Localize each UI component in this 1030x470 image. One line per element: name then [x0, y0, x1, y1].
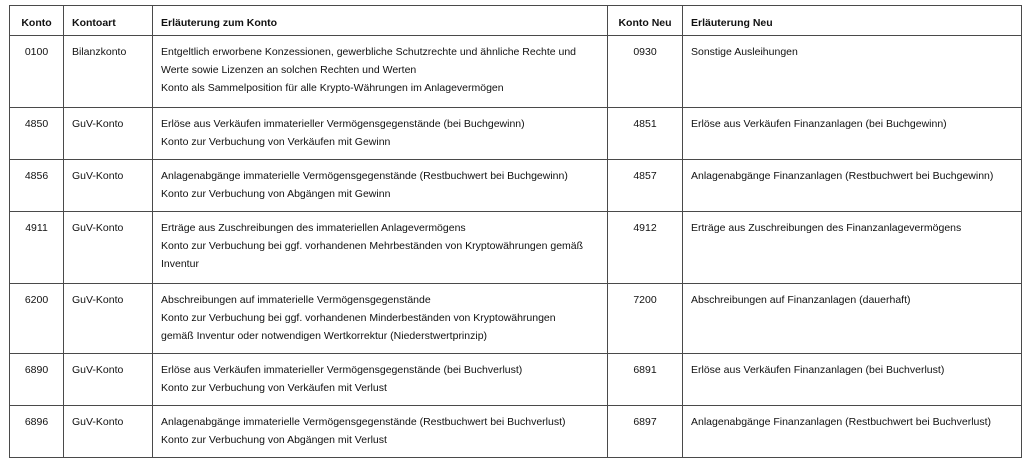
erlaeuterung-line: Entgeltlich erworbene Konzessionen, gewerbliche Schutzrechte und ähnliche Rechte und	[161, 46, 577, 58]
account-mapping-table-container	[9, 5, 1022, 458]
erlaeuterung-line: Konto zur Verbuchung bei ggf. vorhandenen Minderbeständen von Kryptowährungen	[161, 312, 556, 324]
header-erlaeuterung: Erläuterung zum Konto	[153, 6, 608, 36]
cell-kontoart: GuV-Konto	[64, 284, 153, 354]
cell-erlaeuterung	[153, 406, 608, 458]
cell-konto-neu: 6897	[608, 406, 683, 458]
erlaeuterung-line: Anlagenabgänge immaterielle Vermögensgegenstände (Restbuchwert bei Buchverlust)	[161, 416, 566, 428]
cell-erlaeuterung-neu: Abschreibungen auf Finanzanlagen (dauerhaft)	[683, 284, 1022, 354]
cell-kontoart: GuV-Konto	[64, 354, 153, 406]
cell-konto: 4850	[10, 108, 64, 160]
cell-erlaeuterung	[153, 354, 608, 406]
table-body	[10, 36, 1022, 458]
cell-kontoart: Bilanzkonto	[64, 36, 153, 108]
cell-erlaeuterung	[153, 36, 608, 108]
erlaeuterung-line: Erträge aus Zuschreibungen des immateriellen Anlagevermögens	[161, 222, 466, 234]
erlaeuterung-line: Konto zur Verbuchung von Abgängen mit Gewinn	[161, 188, 391, 200]
cell-konto-neu: 7200	[608, 284, 683, 354]
erlaeuterung-line: Konto als Sammelposition für alle Krypto-Währungen im Anlagevermögen	[161, 82, 504, 94]
erlaeuterung-line: Erlöse aus Verkäufen immaterieller Vermögensgegenstände (bei Buchgewinn)	[161, 118, 525, 130]
cell-erlaeuterung	[153, 284, 608, 354]
erlaeuterung-line: Konto zur Verbuchung von Abgängen mit Verlust	[161, 434, 387, 446]
cell-konto-neu: 0930	[608, 36, 683, 108]
table-row	[10, 212, 1022, 284]
account-mapping-table	[9, 5, 1022, 458]
cell-erlaeuterung-neu: Erträge aus Zuschreibungen des Finanzanlagevermögens	[683, 212, 1022, 284]
cell-erlaeuterung	[153, 212, 608, 284]
cell-konto-neu: 6891	[608, 354, 683, 406]
header-konto: Konto	[10, 6, 64, 36]
cell-konto-neu: 4851	[608, 108, 683, 160]
cell-erlaeuterung	[153, 108, 608, 160]
cell-erlaeuterung-neu: Erlöse aus Verkäufen Finanzanlagen (bei Buchverlust)	[683, 354, 1022, 406]
cell-konto: 6896	[10, 406, 64, 458]
header-konto-neu: Konto Neu	[608, 6, 683, 36]
cell-kontoart: GuV-Konto	[64, 406, 153, 458]
header-kontoart: Kontoart	[64, 6, 153, 36]
cell-erlaeuterung-neu: Erlöse aus Verkäufen Finanzanlagen (bei Buchgewinn)	[683, 108, 1022, 160]
erlaeuterung-line: Abschreibungen auf immaterielle Vermögensgegenstände	[161, 294, 431, 306]
cell-erlaeuterung-neu: Sonstige Ausleihungen	[683, 36, 1022, 108]
erlaeuterung-line: Erlöse aus Verkäufen immaterieller Vermögensgegenstände (bei Buchverlust)	[161, 364, 523, 376]
table-row	[10, 354, 1022, 406]
erlaeuterung-line: Konto zur Verbuchung von Verkäufen mit Gewinn	[161, 136, 391, 148]
cell-kontoart: GuV-Konto	[64, 212, 153, 284]
header-row	[10, 6, 1022, 36]
cell-konto: 4856	[10, 160, 64, 212]
cell-kontoart: GuV-Konto	[64, 160, 153, 212]
cell-erlaeuterung-neu: Anlagenabgänge Finanzanlagen (Restbuchwert bei Buchverlust)	[683, 406, 1022, 458]
table-header	[10, 6, 1022, 36]
erlaeuterung-line: Werte sowie Lizenzen an solchen Rechten und Werten	[161, 64, 417, 76]
header-erlaeuterung-neu: Erläuterung Neu	[683, 6, 1022, 36]
erlaeuterung-line: Inventur	[161, 258, 199, 270]
cell-kontoart: GuV-Konto	[64, 108, 153, 160]
cell-erlaeuterung	[153, 160, 608, 212]
table-row	[10, 108, 1022, 160]
erlaeuterung-line: Konto zur Verbuchung bei ggf. vorhandenen Mehrbeständen von Kryptowährungen gemäß	[161, 240, 584, 252]
erlaeuterung-line: Anlagenabgänge immaterielle Vermögensgegenstände (Restbuchwert bei Buchgewinn)	[161, 170, 568, 182]
table-row	[10, 284, 1022, 354]
cell-konto-neu: 4857	[608, 160, 683, 212]
cell-konto: 6200	[10, 284, 64, 354]
table-row	[10, 36, 1022, 108]
cell-erlaeuterung-neu: Anlagenabgänge Finanzanlagen (Restbuchwert bei Buchgewinn)	[683, 160, 1022, 212]
table-row	[10, 160, 1022, 212]
table-row	[10, 406, 1022, 458]
erlaeuterung-line: Konto zur Verbuchung von Verkäufen mit Verlust	[161, 382, 387, 394]
cell-konto: 0100	[10, 36, 64, 108]
erlaeuterung-line: gemäß Inventur oder notwendigen Wertkorrektur (Niederstwertprinzip)	[161, 330, 488, 342]
cell-konto-neu: 4912	[608, 212, 683, 284]
cell-konto: 6890	[10, 354, 64, 406]
cell-konto: 4911	[10, 212, 64, 284]
